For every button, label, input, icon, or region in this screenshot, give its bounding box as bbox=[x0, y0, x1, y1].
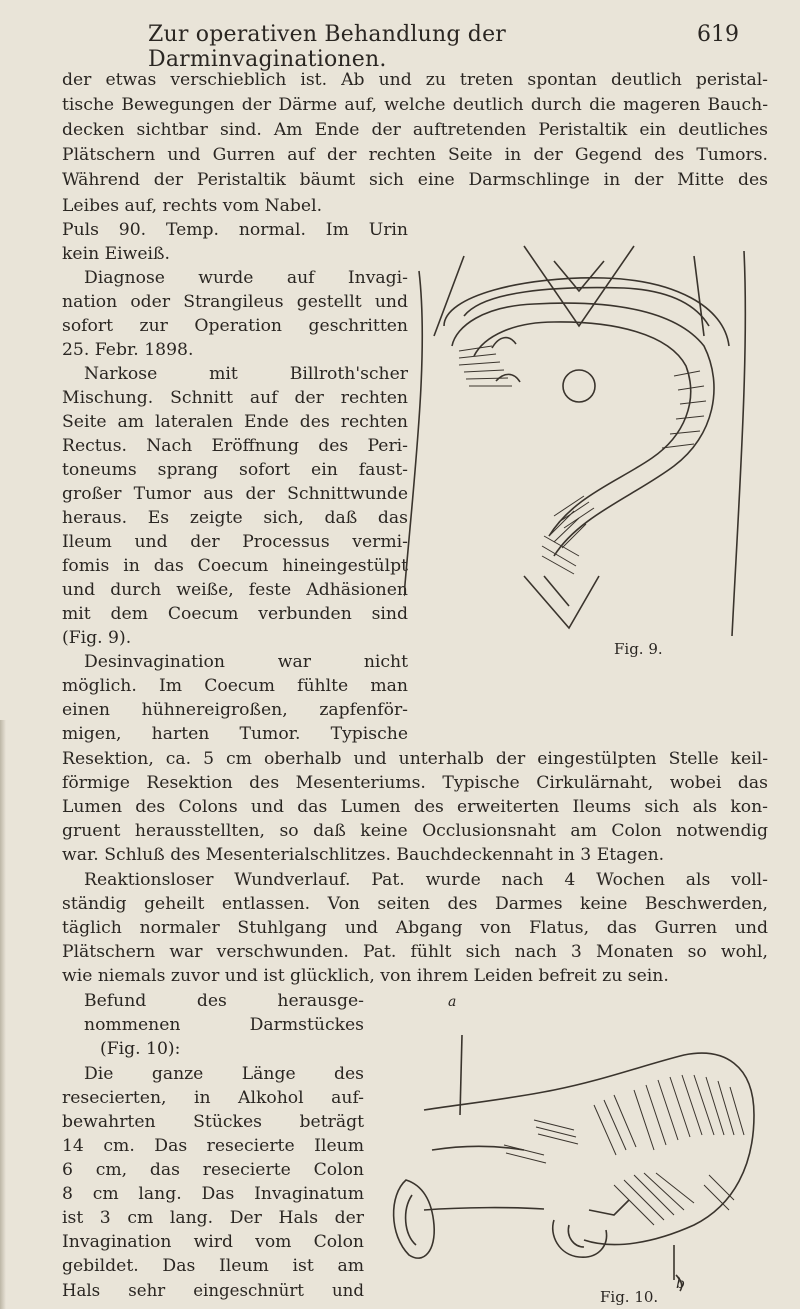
text-line: Mischung. Schnitt auf der rechten bbox=[62, 388, 408, 408]
text-line: gruent herausstellten, so daß keine Occlusionsnaht am Colon notwendig bbox=[62, 821, 768, 841]
text-line: Ileum und der Processus vermi- bbox=[62, 532, 408, 552]
text-line: (Fig. 10): bbox=[100, 1039, 181, 1059]
text-line: Seite am lateralen Ende des rechten bbox=[62, 412, 408, 432]
text-line: täglich normaler Stuhlgang und Abgang von Flatus, das Gurren und bbox=[62, 918, 768, 938]
text-line: toneums sprang sofort ein faust- bbox=[62, 460, 408, 480]
text-line: gebildet. Das Ileum ist am bbox=[62, 1256, 364, 1276]
text-line: Lumen des Colons und das Lumen des erweiterten Ileums sich als kon- bbox=[62, 797, 768, 817]
figure-9-caption: Fig. 9. bbox=[614, 640, 663, 658]
text-line: ist 3 cm lang. Der Hals der bbox=[62, 1208, 364, 1228]
text-line: nommenen Darmstückes bbox=[84, 1015, 364, 1035]
text-line: bewahrten Stückes beträgt bbox=[62, 1112, 364, 1132]
text-line: resecierten, in Alkohol auf- bbox=[62, 1088, 364, 1108]
text-line: und durch weiße, feste Adhäsionen bbox=[62, 580, 408, 600]
text-line: wie niemals zuvor und ist glücklich, von ihrem Leiden befreit zu sein. bbox=[62, 966, 669, 986]
text-line: Narkose mit Billroth'scher bbox=[84, 364, 408, 384]
page-number: 619 bbox=[697, 22, 739, 47]
text-line: ständig geheilt entlassen. Von seiten des Darmes keine Beschwerden, bbox=[62, 894, 768, 914]
figure-10-illustration bbox=[384, 995, 764, 1295]
page-gutter-shadow bbox=[0, 720, 6, 1309]
text-line: der etwas verschieblich ist. Ab und zu treten spontan deutlich peristal- bbox=[62, 70, 768, 90]
text-line: 6 cm, das resecierte Colon bbox=[62, 1160, 364, 1180]
text-line: möglich. Im Coecum fühlte man bbox=[62, 676, 408, 696]
text-line: Befund des herausge- bbox=[84, 991, 364, 1011]
text-line: kein Eiweiß. bbox=[62, 244, 170, 264]
text-line: decken sichtbar sind. Am Ende der auftretenden Peristaltik ein deutliches bbox=[62, 120, 768, 140]
text-line: Plätschern war verschwunden. Pat. fühlt sich nach 3 Monaten so wohl, bbox=[62, 942, 768, 962]
figure-9-illustration bbox=[404, 176, 764, 646]
text-line: tische Bewegungen der Därme auf, welche deutlich durch die mageren Bauch- bbox=[62, 95, 768, 115]
text-line: 8 cm lang. Das Invaginatum bbox=[62, 1184, 364, 1204]
text-line: heraus. Es zeigte sich, daß das bbox=[62, 508, 408, 528]
running-title: Zur operativen Behandlung der Darminvaginationen. bbox=[148, 22, 507, 72]
text-line: Leibes auf, rechts vom Nabel. bbox=[62, 196, 323, 216]
text-line: Reaktionsloser Wundverlauf. Pat. wurde nach 4 Wochen als voll- bbox=[84, 870, 768, 890]
text-line: Plätschern und Gurren auf der rechten Seite in der Gegend des Tumors. bbox=[62, 145, 768, 165]
text-line: Desinvagination war nicht bbox=[84, 652, 408, 672]
text-line: Während der Peristaltik bäumt sich eine Darmschlinge in der Mitte des bbox=[62, 170, 768, 190]
text-line: Die ganze Länge des bbox=[84, 1064, 364, 1084]
text-line: mit dem Coecum verbunden sind bbox=[62, 604, 408, 624]
text-line: Puls 90. Temp. normal. Im Urin bbox=[62, 220, 408, 240]
text-line: sofort zur Operation geschritten bbox=[62, 316, 408, 336]
text-line: Diagnose wurde auf Invagi- bbox=[84, 268, 408, 288]
figure-10-caption: Fig. 10. bbox=[600, 1288, 659, 1306]
text-line: 25. Febr. 1898. bbox=[62, 340, 194, 360]
text-line: (Fig. 9). bbox=[62, 628, 132, 648]
figure-10-label-a: a bbox=[448, 994, 457, 1010]
text-line: fomis in das Coecum hineingestülpt bbox=[62, 556, 408, 576]
text-line: Rectus. Nach Eröffnung des Peri- bbox=[62, 436, 408, 456]
text-line: großer Tumor aus der Schnittwunde bbox=[62, 484, 408, 504]
text-line: war. Schluß des Mesenterialschlitzes. Bauchdeckennaht in 3 Etagen. bbox=[62, 845, 665, 865]
text-line: Resektion, ca. 5 cm oberhalb und unterhalb der eingestülpten Stelle keil- bbox=[62, 749, 768, 769]
figure-10-label-b: b bbox=[676, 1276, 685, 1292]
text-line: 14 cm. Das resecierte Ileum bbox=[62, 1136, 364, 1156]
text-line: nation oder Strangileus gestellt und bbox=[62, 292, 408, 312]
text-line: förmige Resektion des Mesenteriums. Typische Cirkulärnaht, wobei das bbox=[62, 773, 768, 793]
text-line: Hals sehr eingeschnürt und bbox=[62, 1281, 364, 1300]
text-line: Invagination wird vom Colon bbox=[62, 1232, 364, 1252]
text-line: einen hühnereigroßen, zapfenför- bbox=[62, 700, 408, 720]
text-line: migen, harten Tumor. Typische bbox=[62, 724, 408, 744]
